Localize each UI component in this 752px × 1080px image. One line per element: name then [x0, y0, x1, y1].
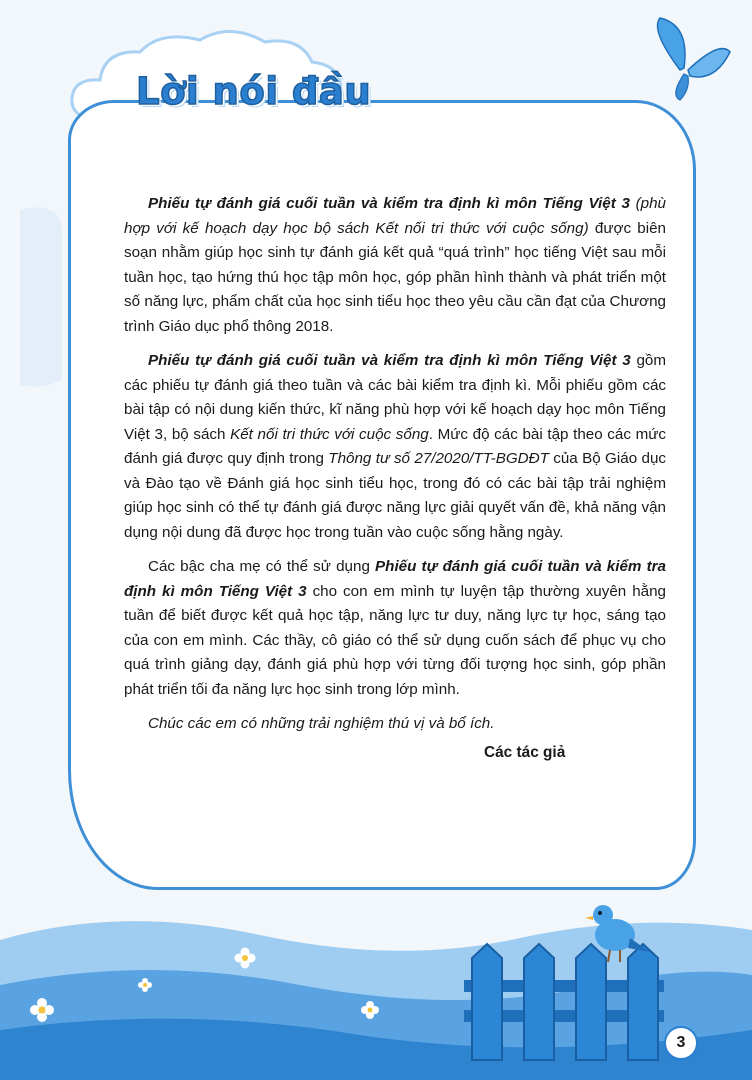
- paragraph-3-text-1: Các bậc cha mẹ có thể sử dụng: [148, 558, 376, 575]
- paragraph-3-text-2: cho con em mình tự luyện tập thường xuyên hằng tuần để biết được kết quả học tập, năng lực tư duy, năng lực tự học, sáng tạo của con em mình. Các thầy, cô giáo có thể sử dụng cuốn sách để phục vụ cho quá trình giảng dạy, đánh giá phù hợp với từng đối tượng học sinh, góp phần phát triển tối đa năng lực học sinh trong lớp mình.: [124, 582, 666, 698]
- paragraph-2-text-1: gồm các phiếu tự đánh giá theo tuần và các bài kiểm tra định kì. Mỗi phiếu gồm các bài tập có nội dung kiến thức, kĩ năng phù hợp với kế hoạch dạy học môn Tiếng Việt 3, bộ sách: [124, 352, 666, 443]
- closing-line: Chúc các em có những trải nghiệm thú vị và bổ ích.: [148, 715, 495, 732]
- paragraph-2-text-3: của Bộ Giáo dục và Đào tạo về Đánh giá học sinh tiểu học, trong đó có các bài tập trải nghiệm giúp học sinh có thể tự đánh giá được năng lực giải quyết vấn đề, khả năng vận dụng nội dung đã được học trong tuần vào cuộc sống hằng ngày.: [124, 450, 667, 541]
- book-note: (phù hợp với kế hoạch dạy học bộ sách Kết nối tri thức với cuộc sống): [124, 195, 666, 237]
- book-title: Phiếu tự đánh giá cuối tuần và kiểm tra định kì môn Tiếng Việt 3: [148, 195, 630, 212]
- title-banner: [0, 0, 372, 150]
- paragraph-1: [124, 192, 666, 339]
- book-title: Phiếu tự đánh giá cuối tuần và kiểm tra định kì môn Tiếng Việt 3: [148, 352, 631, 369]
- page-number: 3: [664, 1026, 698, 1060]
- paragraph-1-text: được biên soạn nhằm giúp học sinh tự đánh giá kết quả “quá trình” học tiếng Việt sau mỗi tuần học, tạo hứng thú học tập môn học, góp phần hình thành và phát triển một số năng lực, phẩm chất của học sinh tiểu học theo yêu cầu cần đạt của Chương trình Giáo dục phổ thông 2018.: [124, 219, 666, 335]
- preface-content: [124, 192, 666, 747]
- paragraph-2-text-2: . Mức độ các bài tập theo các mức đánh giá được quy định trong: [124, 425, 666, 467]
- series-name: Kết nối tri thức với cuộc sống: [230, 425, 429, 443]
- paragraph-2: [124, 349, 666, 545]
- paragraph-3: [124, 555, 666, 702]
- circular-reference: Thông tư số 27/2020/TT-BGDĐT: [328, 450, 549, 467]
- page-title: Lời nói đầu: [136, 70, 372, 113]
- author-signature: Các tác giả: [484, 744, 566, 761]
- book-title: Phiếu tự đánh giá cuối tuần và kiểm tra định kì môn Tiếng Việt 3: [124, 558, 666, 600]
